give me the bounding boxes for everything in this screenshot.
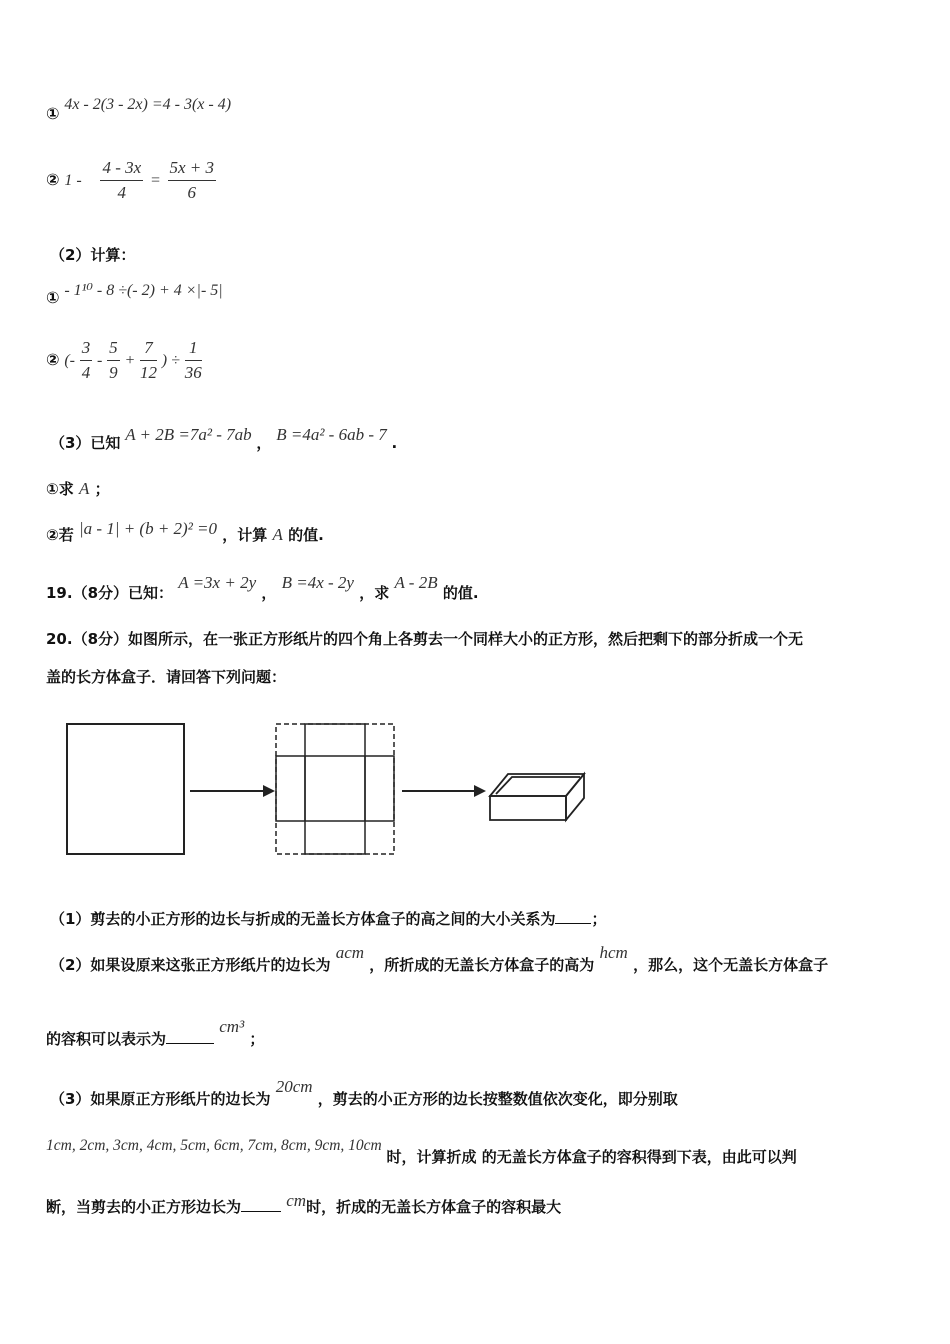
fraction-b: $\frac{5}{9}$ <box>109 338 118 382</box>
part-2-label: （2）计算： <box>50 246 136 264</box>
item-number: ② <box>46 350 60 369</box>
sub-part-3: （3）如果原正方形纸片的边长为 20cm ，剪去的小正方形的边长按整数值依次变化，即分别取 <box>50 1077 678 1108</box>
given-expression-1: A + 2B =7a² - 7ab <box>125 425 252 444</box>
q19-expression-c: A - 2B <box>394 573 438 592</box>
part-3 <box>50 424 398 452</box>
q19-expression-a: A =3x + 2y <box>178 573 257 592</box>
question-20-line-1: 20.（8分）如图所示，在一张正方形纸片的四个角上各剪去一个同样大小的正方形，然后把剩下的部分折成一个无 <box>46 630 804 648</box>
box-folding-figure <box>0 710 950 870</box>
condition-expression: |a - 1| + (b + 2)² =0 <box>78 519 218 538</box>
question-19: 19.（8分）已知： A =3x + 2y ， B =4x - 2y ，求 A - 2B 的值. <box>46 573 479 602</box>
sub-part-2: （2）如果设原来这张正方形纸片的边长为 acm ，所折成的无盖长方体盒子的高为 hcm ，那么，这个无盖长方体盒子 <box>50 943 829 974</box>
sub-question-2: ②若 |a - 1| + (b + 2)² =0 ，计算 A 的值. <box>46 519 324 544</box>
cut-square <box>276 724 394 854</box>
calc-1 <box>46 282 223 308</box>
paper-side-var: 20cm <box>275 1077 313 1096</box>
operator: + <box>124 352 136 369</box>
equation-expression: 4x - 2(3 - 2x) =4 - 3(x - 4) <box>64 96 232 113</box>
open-box <box>490 774 584 820</box>
period: . <box>391 434 398 452</box>
fraction-left: $\frac{4 - 3x}{4}$ <box>102 158 142 202</box>
calc-expression: - 1¹⁰ - 8 ÷(- 2) + 4 ×|- 5| <box>64 282 223 299</box>
volume-unit: cm³ <box>219 1017 245 1036</box>
equation-2 <box>46 158 216 203</box>
sub-part-3-line-2: 1cm, 2cm, 3cm, 4cm, 5cm, 6cm, 7cm, 8cm, 9cm, 10cm 时，计算折成 的无盖长方体盒子的容积得到下表，由此可以判 <box>46 1137 797 1166</box>
item-number: ① <box>46 104 60 123</box>
operator: - <box>97 352 103 369</box>
item-number: ① <box>46 288 60 307</box>
equation-lead: 1 - <box>64 172 82 189</box>
equals-sign: = <box>149 172 161 189</box>
open-paren: (- <box>64 352 75 369</box>
equation-1 <box>46 96 232 124</box>
answer-blank-3[interactable] <box>241 1211 281 1212</box>
sub-part-3-line-3: 断，当剪去的小正方形边长为 cm时，折成的无盖长方体盒子的容积最大 <box>46 1191 562 1216</box>
sub-question-1: ①求 A ； <box>46 479 110 498</box>
fraction-right: $\frac{5x + 3}{6}$ <box>169 158 215 202</box>
separator: ， <box>256 434 272 452</box>
sub-part-1: （1）剪去的小正方形的边长与折成的无盖长方体盒子的高之间的大小关系为 ； <box>50 910 607 928</box>
fraction-d: $\frac{1}{36}$ <box>184 338 202 382</box>
arrow-2-head <box>474 785 486 797</box>
side-length-var: acm <box>335 943 365 962</box>
q19-expression-b: B =4x - 2y <box>281 573 354 592</box>
cut-size-values: 1cm, 2cm, 3cm, 4cm, 5cm, 6cm, 7cm, 8cm, 9cm, 10cm <box>46 1137 382 1154</box>
item-number: ② <box>46 170 60 189</box>
original-square <box>67 724 184 854</box>
given-expression-2: B =4a² - 6ab - 7 <box>276 425 387 444</box>
part-3-label: （3）已知 <box>50 434 121 452</box>
arrow-1-head <box>263 785 275 797</box>
fraction-a: $\frac{3}{4}$ <box>81 338 91 382</box>
height-var: hcm <box>599 943 628 962</box>
calc-2 <box>46 338 202 383</box>
fraction-c: $\frac{7}{12}$ <box>140 338 158 382</box>
close-paren: ) ÷ <box>161 352 180 369</box>
sub-part-2-line-2: 的容积可以表示为 cm³ ； <box>46 1017 265 1048</box>
answer-blank-1[interactable] <box>555 923 591 924</box>
question-20-line-2: 盖的长方体盒子．请回答下列问题： <box>46 668 287 686</box>
answer-blank-2[interactable] <box>166 1043 214 1044</box>
